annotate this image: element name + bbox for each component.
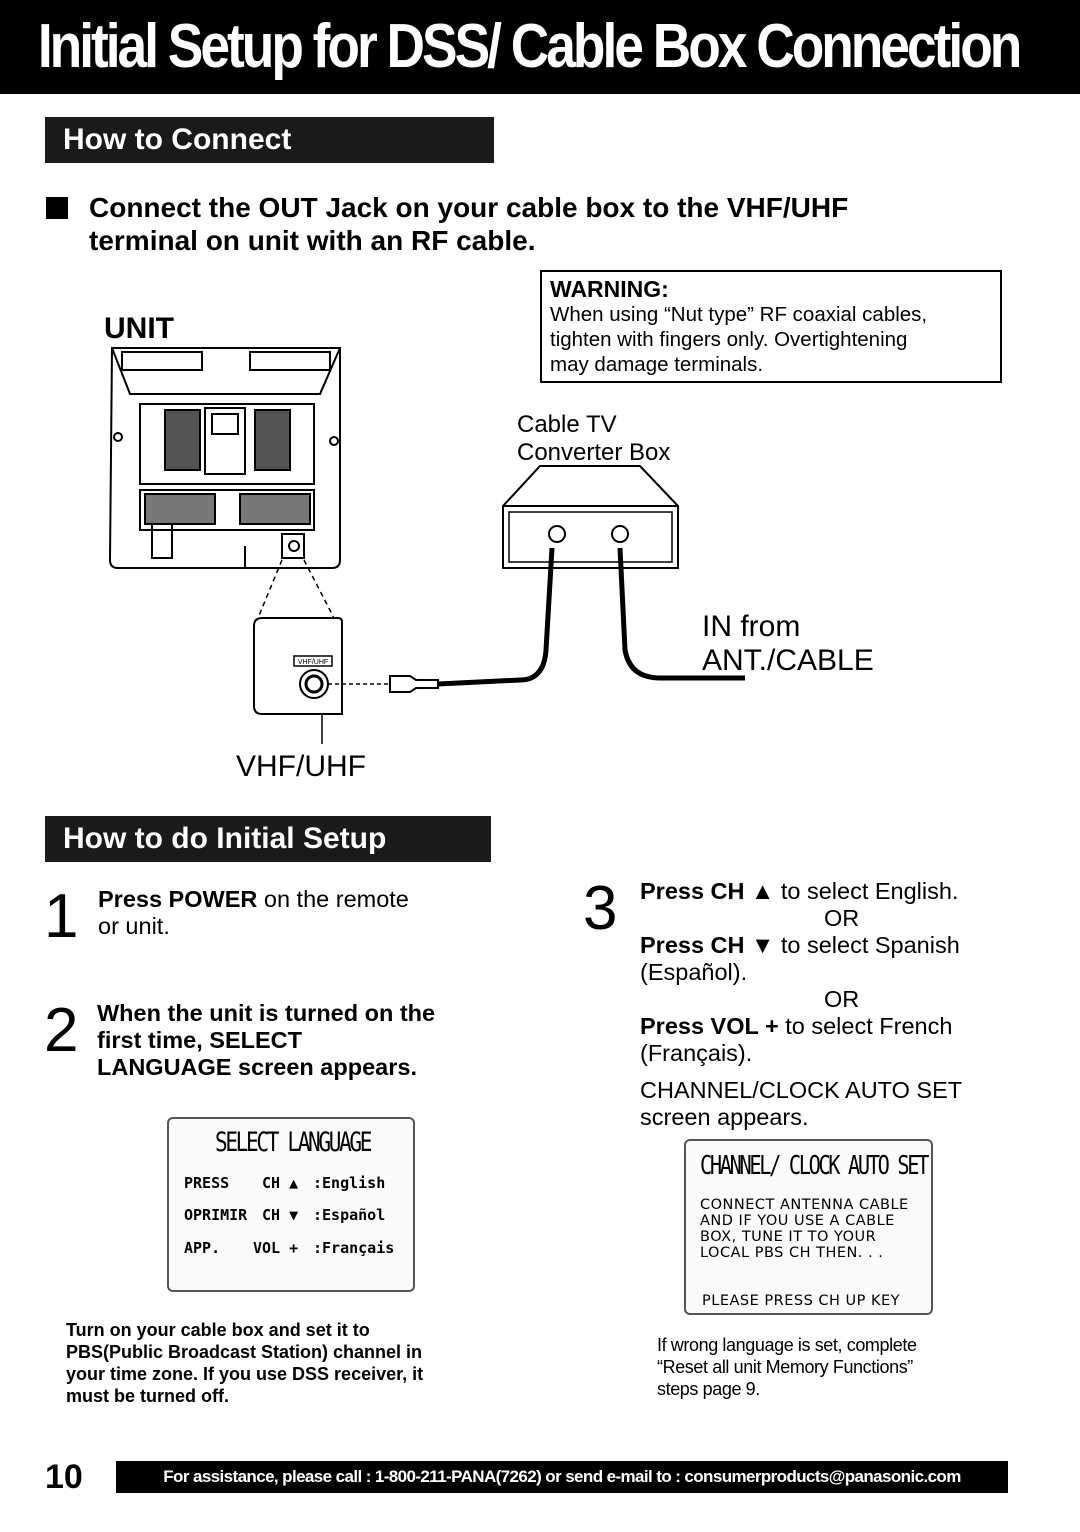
tv-grille-left xyxy=(165,410,200,470)
note-right xyxy=(657,1334,997,1400)
page-number: 10 xyxy=(45,1458,83,1496)
step3-option-french-key: Press VOL + xyxy=(640,1013,779,1039)
rf-cable xyxy=(328,548,552,692)
auto-set-screen xyxy=(684,1139,933,1315)
step3-text xyxy=(640,878,1040,1131)
step3-option-french: to select French xyxy=(778,1013,953,1039)
page-title-text: Initial Setup for DSS/ Cable Box Connection xyxy=(37,12,1020,81)
warning-line3: may damage terminals. xyxy=(550,353,764,376)
auto-set-body xyxy=(700,1197,909,1261)
step2-line3: LANGUAGE screen appears. xyxy=(97,1054,417,1080)
warning-title: WARNING: xyxy=(550,276,669,302)
cable-converter-box xyxy=(503,466,678,568)
tv-grille-right xyxy=(255,410,290,470)
tv-terminal-jack xyxy=(289,541,299,551)
step1-rest: on the remote xyxy=(257,886,409,912)
step2-text xyxy=(97,1000,527,1081)
note-right-line1: If wrong language is set, complete xyxy=(657,1335,917,1355)
warning-line2: tighten with fingers only. Overtightening xyxy=(550,328,908,351)
step-number-1: 1 xyxy=(44,882,79,951)
step3-option-spanish: to select Spanish xyxy=(774,932,960,958)
note-right-line3: steps page 9. xyxy=(657,1379,760,1399)
auto-set-line2: AND IF YOU USE A CABLE xyxy=(700,1213,895,1229)
section-header-initial-setup: How to do Initial Setup xyxy=(45,816,491,862)
tv-screw-left xyxy=(114,433,122,441)
tv-vent-left xyxy=(122,352,202,370)
auto-set-line1: CONNECT ANTENNA CABLE xyxy=(700,1197,909,1213)
step3-or-2: OR xyxy=(824,986,860,1012)
step-number-2: 2 xyxy=(44,996,79,1065)
step3-spanish-line2: (Español). xyxy=(640,959,748,985)
tv-center-screen xyxy=(212,414,238,434)
cable-box-label-line1: Cable TV xyxy=(517,411,617,438)
note-left-line2: PBS(Public Broadcast Station) channel in xyxy=(66,1342,423,1362)
box-in-jack xyxy=(612,526,628,542)
language-row-1: PRESS xyxy=(184,1174,230,1192)
language-row-2-value: :Español xyxy=(313,1206,386,1224)
jack-tag-text: VHF/UHF xyxy=(297,659,329,666)
language-row-3: APP. xyxy=(184,1239,221,1257)
tv-terminal-panel xyxy=(282,534,304,558)
note-left-line3: your time zone. If you use DSS receiver, it xyxy=(66,1364,424,1384)
step3-french-line2: (Français). xyxy=(640,1040,753,1066)
connect-instruction-line1: Connect the OUT Jack on your cable box to the VHF/UHF xyxy=(89,192,849,223)
step3-result-line1: CHANNEL/CLOCK AUTO SET xyxy=(640,1077,963,1103)
tv-vent-right xyxy=(250,352,330,370)
jack-outer-ring xyxy=(300,670,328,698)
language-row-1-key: CH ▲ xyxy=(262,1174,299,1192)
warning-line1: When using “Nut type” RF coaxial cables, xyxy=(550,303,928,326)
auto-set-line4: LOCAL PBS CH THEN. . . xyxy=(700,1245,884,1261)
tv-lower-grille-right xyxy=(240,494,310,524)
step1-text xyxy=(98,886,498,940)
auto-set-line3: BOX, TUNE IT TO YOUR xyxy=(700,1229,877,1245)
in-from-label-line2: ANT./CABLE xyxy=(702,644,874,677)
step1-line2: or unit. xyxy=(98,913,170,939)
step3-or-1: OR xyxy=(824,905,860,931)
tv-lower-grille-left xyxy=(145,494,215,524)
auto-set-line5: PLEASE PRESS CH UP KEY xyxy=(702,1293,901,1309)
note-right-line2: “Reset all unit Memory Functions” xyxy=(657,1357,913,1377)
auto-set-title: CHANNEL/ CLOCK AUTO SET xyxy=(700,1151,928,1181)
note-left xyxy=(66,1319,506,1407)
rf-plug xyxy=(390,676,438,692)
tv-cabinet-outline xyxy=(110,348,340,568)
box-inner xyxy=(509,512,672,562)
language-row-2: OPRIMIR xyxy=(184,1206,248,1224)
language-row-2-key: CH ▼ xyxy=(262,1206,299,1224)
tv-unit-back-illustration xyxy=(110,348,340,568)
step3-option-english-key: Press CH ▲ xyxy=(640,878,775,904)
note-left-line1: Turn on your cable box and set it to xyxy=(66,1320,370,1340)
cable-box-label-line2: Converter Box xyxy=(517,439,671,466)
box-out-jack xyxy=(549,526,565,542)
step3-option-english: to select English. xyxy=(774,878,959,904)
step3-result-line2: screen appears. xyxy=(640,1104,809,1130)
select-language-title: SELECT LANGUAGE xyxy=(215,1127,371,1158)
section-header-how-to-connect: How to Connect xyxy=(45,117,494,163)
connect-instruction-line2: terminal on unit with an RF cable. xyxy=(89,225,536,256)
box-top xyxy=(503,466,678,506)
box-front xyxy=(503,506,678,568)
language-row-1-value: :English xyxy=(313,1174,386,1192)
step-number-3: 3 xyxy=(583,874,618,943)
step1-bold: Press POWER xyxy=(98,886,258,912)
note-left-line4: must be turned off. xyxy=(66,1386,229,1406)
vhf-uhf-label: VHF/UHF xyxy=(236,750,366,783)
step3-option-spanish-key: Press CH ▼ xyxy=(640,932,775,958)
select-language-screen xyxy=(167,1117,415,1292)
footer-assistance-bar: For assistance, please call : 1-800-211-PANA(7262) or send e-mail to : consumerproducts@panasonic.com xyxy=(116,1461,1008,1493)
jack-inner-ring xyxy=(306,676,322,692)
language-row-3-value: :Français xyxy=(313,1239,395,1257)
in-from-label-line1: IN from xyxy=(702,610,801,643)
vhf-uhf-jack-closeup xyxy=(254,618,342,744)
step2-line2: first time, SELECT xyxy=(97,1027,303,1053)
unit-label: UNIT xyxy=(104,312,174,345)
tv-screw-right xyxy=(330,437,338,445)
language-row-3-key: VOL + xyxy=(253,1239,299,1257)
step2-line1: When the unit is turned on the xyxy=(97,1000,436,1026)
